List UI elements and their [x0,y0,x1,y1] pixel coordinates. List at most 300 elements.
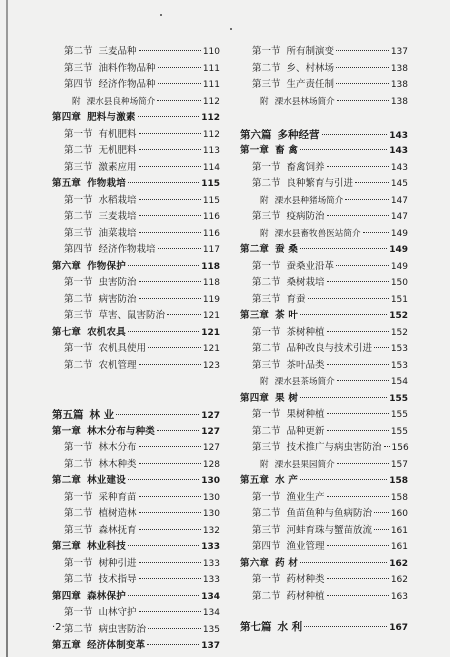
toc-entry-title: 多种经营 [277,128,320,141]
toc-entry-chapter [52,539,220,556]
dot-leader [139,232,201,233]
dot-leader [337,463,389,464]
dot-leader [139,529,201,530]
toc-entry-page: 143 [389,130,408,141]
toc-entry-label [64,242,156,259]
toc-entry-section [52,605,220,622]
toc-entry-label [240,619,302,636]
toc-entry-number: 第四章 [52,590,82,602]
dot-leader [300,149,387,150]
toc-entry-note [240,94,408,111]
toc-entry-section [240,325,408,342]
toc-entry-title: 技术推广与病虫害防治 [286,442,382,453]
toc-entry-page: 161 [390,525,408,536]
toc-entry-chapter [240,308,408,325]
dot-leader [147,644,199,645]
toc-entry-page: 113 [202,146,220,156]
toc-entry-label [260,193,343,210]
toc-entry-page: 119 [202,294,220,305]
dot-leader [327,215,389,216]
toc-entry-number: 第二节 [64,293,93,305]
toc-entry-section [52,440,220,457]
toc-entry-title: 经济作物栽培 [98,244,156,255]
toc-spacer [52,374,220,407]
toc-entry-number: 第四节 [64,79,93,90]
toc-entry-section [240,44,408,61]
dot-leader [327,578,389,579]
toc-entry-label [252,424,325,441]
toc-entry-label [240,308,298,325]
toc-entry-number: 第一节 [252,491,281,503]
dot-leader [128,182,199,183]
toc-entry-title: 品种更新 [286,425,325,437]
toc-entry-number: 附 [72,96,81,107]
toc-entry-number: 第六章 [52,260,82,272]
toc-entry-label [240,391,298,408]
toc-entry-chapter [52,424,220,441]
toc-entry-section [52,127,220,144]
toc-entry-number: 第一节 [64,442,93,453]
page-binding-edge [6,0,8,657]
dot-leader [128,331,199,332]
toc-entry-page: 118 [201,261,220,272]
dot-leader [139,364,201,365]
toc-entry-number: 第一节 [252,46,281,57]
toc-entry-label [64,523,137,540]
toc-entry-page: 134 [201,591,220,602]
toc-entry-page: 112 [202,96,220,107]
toc-entry-page: 115 [202,195,220,206]
toc-entry-page: 149 [390,261,408,272]
toc-entry-label [260,374,335,391]
toc-entry-label [240,143,298,160]
toc-entry-page: 115 [201,179,220,189]
toc-entry-label [52,539,126,556]
dot-leader [308,298,389,299]
toc-entry-section [52,622,220,639]
toc-entry-page: 145 [390,179,408,189]
toc-entry-label [252,292,306,309]
toc-entry-page: 116 [202,228,220,239]
dot-leader [148,628,201,629]
toc-entry-label [252,341,372,358]
toc-entry-page: 130 [202,492,220,503]
toc-entry-label [252,209,325,226]
toc-entry-label [64,160,137,177]
toc-entry-number: 第三章 [240,310,270,321]
toc-entry-section [240,61,408,78]
dot-leader [304,626,387,627]
toc-entry-page: 162 [389,558,408,569]
dot-leader [336,83,389,84]
toc-entry-number: 第三节 [252,293,281,305]
toc-entry-number: 第一节 [252,409,281,420]
toc-entry-page: 147 [390,195,408,206]
dot-leader [138,116,200,117]
toc-entry-label [252,259,334,276]
toc-entry-label [64,556,137,573]
toc-entry-label [52,424,155,441]
toc-entry-number: 第二节 [64,574,93,585]
toc-entry-page: 137 [390,47,408,57]
toc-entry-number: 附 [260,377,269,387]
toc-entry-number: 第二节 [64,145,93,156]
toc-entry-number: 第二节 [252,590,281,602]
toc-entry-title: 溧水县种猪场简介 [274,195,344,206]
toc-entry-title: 溧水县畜牧兽医站简介 [274,228,361,239]
toc-entry-section [52,523,220,540]
toc-entry-number: 第六篇 [240,128,272,141]
dot-leader [139,199,201,200]
toc-entry-label [252,160,325,177]
toc-entry-title: 树种引进 [98,557,137,569]
dot-leader [139,149,201,150]
toc-entry-page: 155 [390,426,408,437]
dot-leader [139,562,201,563]
toc-entry-section [240,407,408,424]
toc-entry-page: 151 [390,294,408,305]
toc-entry-section [240,341,408,358]
toc-entry-number: 第二节 [64,46,93,57]
toc-entry-number: 第二节 [64,211,93,222]
toc-entry-page: 132 [202,525,220,536]
toc-entry-label [64,209,137,226]
toc-entry-number: 第二节 [252,178,281,189]
dot-leader [322,134,388,135]
toc-entry-label [252,176,353,193]
dot-leader [300,562,387,563]
toc-entry-number: 第三节 [252,442,281,453]
toc-entry-chapter [52,259,220,276]
toc-entry-title: 果树种植 [286,409,325,420]
dot-leader [139,578,201,579]
toc-entry-number: 附 [260,96,269,107]
toc-entry-label [260,457,335,474]
dot-leader [139,496,201,497]
toc-entry-page: 133 [201,542,220,552]
toc-entry-label [64,127,137,144]
dot-leader [337,380,389,381]
toc-entry-number: 第一节 [64,607,93,618]
dot-leader [355,182,389,183]
toc-entry-label [64,572,137,589]
print-speck [160,14,162,16]
toc-entry-title: 茶叶品类 [286,359,325,371]
toc-entry-number: 附 [260,459,269,470]
toc-entry-part [52,407,220,424]
toc-entry-label [252,523,372,540]
toc-entry-section [240,490,408,507]
toc-entry-page: 138 [390,96,408,107]
toc-entry-label [252,539,325,556]
toc-entry-chapter [52,638,220,655]
toc-entry-page: 155 [390,410,408,420]
toc-entry-title: 虫害防治 [98,277,137,288]
dot-leader [327,496,389,497]
dot-leader [167,314,201,315]
dot-leader [157,100,200,101]
dot-leader [300,479,387,480]
toc-entry-label [64,457,137,474]
toc-entry-page: 143 [390,162,408,173]
toc-entry-section [52,226,220,243]
toc-entry-page: 110 [202,47,220,57]
toc-entry-page: 135 [202,624,220,635]
toc-entry-section [52,61,220,78]
toc-entry-page: 121 [202,344,220,354]
toc-entry-page: 133 [202,575,220,585]
toc-entry-chapter [52,176,220,193]
toc-entry-number: 第二节 [64,623,93,635]
toc-entry-label [260,226,361,243]
toc-entry-title: 林 业 [89,409,115,421]
toc-entry-label [64,292,137,309]
toc-entry-chapter [52,473,220,490]
toc-entry-title: 茶 叶 [275,310,299,321]
toc-entry-label [64,490,137,507]
toc-entry-label [252,325,325,342]
toc-entry-section [240,589,408,606]
print-speck [230,28,232,30]
dot-leader [374,529,389,530]
toc-entry-section [52,341,220,358]
toc-entry-page: 163 [390,591,408,602]
dot-leader [336,50,389,51]
toc-entry-section [52,572,220,589]
dot-leader [327,430,389,431]
toc-entry-label [252,589,325,606]
toc-entry-title: 溧水县林场简介 [274,96,335,107]
toc-entry-label [52,638,145,655]
toc-entry-page: 161 [390,542,408,552]
toc-entry-part [240,619,408,636]
toc-entry-title: 溧水县良种场简介 [86,96,156,107]
toc-entry-number: 第二节 [64,508,93,519]
toc-entry-number: 第一节 [252,161,281,173]
toc-entry-title: 药材种类 [286,574,325,585]
toc-entry-label [72,94,155,111]
toc-entry-label [64,358,137,375]
dot-leader [374,512,389,513]
toc-entry-section [52,193,220,210]
toc-entry-number: 第一节 [252,260,281,272]
dot-leader [337,100,389,101]
dot-leader [139,611,201,612]
toc-entry-number: 第五章 [240,475,270,486]
toc-entry-page: 152 [390,327,408,338]
toc-entry-note [240,226,408,243]
toc-entry-title: 植树造林 [98,508,137,519]
toc-entry-section [52,308,220,325]
toc-entry-title: 所有制演变 [286,46,335,57]
toc-entry-label [252,77,334,94]
toc-entry-title: 河蚌育珠与蟹苗放流 [286,524,373,536]
toc-entry-title: 无机肥料 [98,145,137,156]
toc-entry-number: 第一节 [252,574,281,585]
dot-leader [327,166,389,167]
toc-entry-page: 147 [390,212,408,222]
toc-entry-label [64,605,137,622]
toc-left-column [52,44,220,655]
toc-spacer [240,605,408,619]
toc-entry-page: 121 [201,327,220,338]
dot-leader [327,331,389,332]
dot-leader [300,314,387,315]
toc-entry-number: 附 [260,228,269,239]
toc-entry-page: 167 [389,623,408,633]
toc-entry-section [52,457,220,474]
toc-entry-number: 第五章 [52,178,82,189]
toc-entry-label [52,473,126,490]
toc-entry-number: 第二节 [252,425,281,437]
toc-entry-number: 第三节 [64,524,93,536]
dot-leader [158,248,201,249]
toc-entry-page: 160 [390,509,408,519]
toc-entry-title: 畜禽饲养 [286,161,325,173]
toc-entry-title: 林木种类 [98,458,137,470]
toc-entry-page: 149 [389,245,408,255]
dot-leader [345,199,388,200]
dot-leader [158,83,201,84]
toc-entry-section [52,242,220,259]
toc-entry-page: 123 [202,360,220,371]
toc-entry-page: 162 [390,575,408,585]
toc-entry-title: 采种育苗 [98,491,137,503]
dot-leader [327,595,389,596]
toc-entry-label [252,490,325,507]
toc-entry-number: 第四章 [52,112,82,123]
dot-leader [327,281,389,282]
toc-entry-title: 渔业管理 [286,541,325,552]
dot-leader [139,446,201,447]
toc-entry-section [52,209,220,226]
toc-entry-section [240,506,408,523]
toc-entry-note [52,94,220,111]
dot-leader [128,595,199,596]
toc-entry-label [240,127,320,144]
toc-entry-title: 水稻栽培 [98,194,137,206]
toc-entry-number: 第一节 [252,326,281,338]
dot-leader [327,545,389,546]
toc-entry-page: 138 [390,63,408,74]
toc-entry-number: 附 [260,195,269,206]
toc-entry-label [64,341,146,358]
toc-entry-section [240,209,408,226]
dot-leader [139,133,201,134]
toc-entry-section [240,259,408,276]
toc-entry-label [64,143,137,160]
toc-entry-number: 第三节 [64,62,93,74]
toc-entry-title: 渔业生产 [286,491,325,503]
dot-leader [327,413,389,414]
page-number: ·2· [52,622,65,633]
toc-entry-number: 第二节 [64,359,93,371]
toc-entry-label [52,110,136,127]
toc-entry-note [240,457,408,474]
toc-entry-section [52,44,220,61]
toc-entry-label [240,473,298,490]
toc-entry-page: 137 [201,641,220,651]
toc-entry-section [240,358,408,375]
toc-entry-title: 溧水县果园简介 [274,459,335,470]
toc-entry-number: 第三节 [64,161,93,173]
toc-entry-title: 果 树 [275,392,299,404]
toc-entry-title: 乡、村林场 [286,62,335,74]
dot-leader [116,414,199,415]
toc-entry-number: 第三节 [252,79,281,90]
toc-entry-number: 第一节 [64,128,93,140]
toc-entry-label [64,440,137,457]
toc-entry-page: 130 [202,509,220,519]
toc-entry-label [64,622,146,639]
dot-leader [139,50,201,51]
dot-leader [384,446,390,447]
toc-entry-label [64,506,137,523]
toc-entry-chapter [52,589,220,606]
toc-entry-title: 病害防治 [98,293,137,305]
toc-entry-number: 第三节 [252,211,281,222]
toc-entry-page: 112 [202,129,220,140]
toc-entry-chapter [240,391,408,408]
toc-entry-label [252,506,372,523]
toc-entry-page: 121 [202,311,220,321]
toc-entry-title: 水 利 [277,621,303,633]
toc-entry-title: 油料作物品种 [98,62,156,74]
toc-entry-chapter [240,242,408,259]
toc-entry-title: 蚕桑业沿革 [286,260,335,272]
toc-entry-label [64,44,137,61]
toc-entry-number: 第二章 [52,475,82,486]
toc-entry-section [240,523,408,540]
toc-entry-section [52,506,220,523]
toc-entry-label [252,61,334,78]
dot-leader [158,67,201,68]
toc-entry-title: 病虫害防治 [98,623,147,635]
toc-entry-title: 溧水县茶场简介 [274,377,335,387]
toc-entry-title: 油菜栽培 [98,227,137,239]
toc-entry-part [240,127,408,144]
toc-entry-title: 肥料与激素 [87,112,136,123]
dot-leader [374,347,389,348]
toc-entry-chapter [240,473,408,490]
toc-entry-label [64,193,137,210]
toc-entry-page: 112 [201,113,220,123]
toc-entry-number: 第二节 [252,62,281,74]
toc-entry-page: 114 [202,162,220,173]
dot-leader [336,67,389,68]
dot-leader [128,479,199,480]
toc-entry-label [52,259,126,276]
toc-entry-title: 山林守护 [98,607,137,618]
toc-entry-chapter [240,556,408,573]
toc-entry-label [252,275,325,292]
toc-entry-title: 畜 禽 [275,145,299,156]
toc-entry-number: 第一章 [240,145,270,156]
toc-entry-title: 水 产 [275,475,299,486]
dot-leader [128,545,199,546]
toc-entry-section [240,176,408,193]
toc-entry-section [52,143,220,160]
toc-entry-title: 育蚕 [286,293,306,305]
toc-entry-label [252,572,325,589]
dot-leader [327,364,389,365]
toc-entry-page: 156 [391,443,409,453]
toc-entry-page: 111 [202,80,220,90]
dot-leader [139,166,201,167]
toc-entry-title: 蚕 桑 [275,244,299,255]
toc-entry-label [64,275,137,292]
toc-entry-title: 草害、鼠害防治 [98,310,166,321]
